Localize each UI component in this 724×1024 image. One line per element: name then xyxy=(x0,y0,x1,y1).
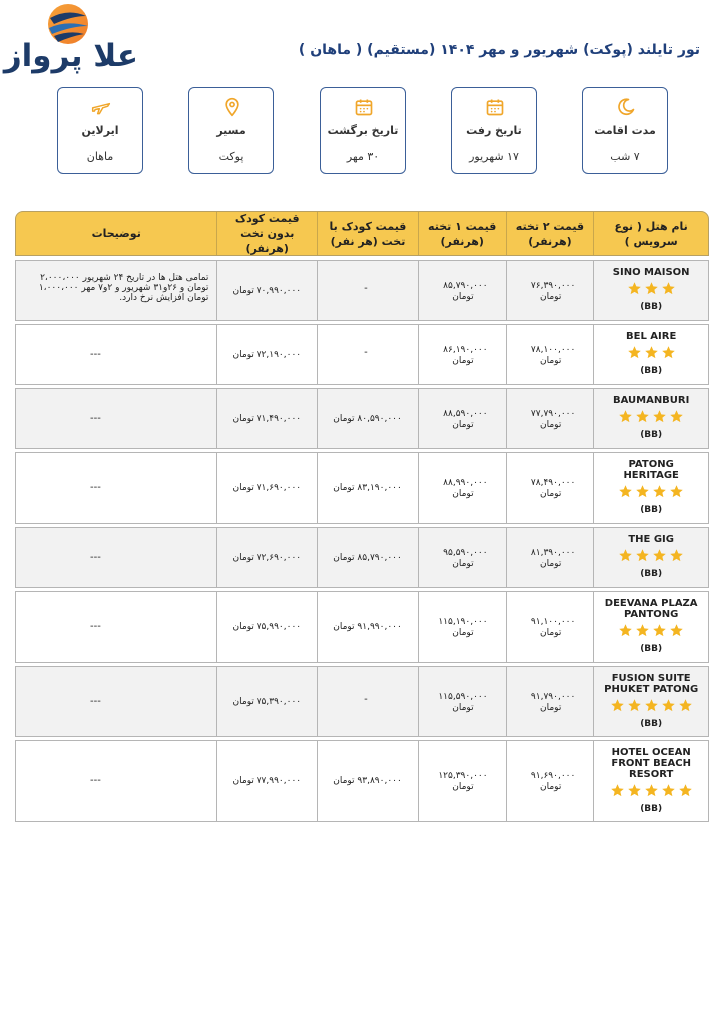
currency-label: تومان xyxy=(540,292,562,302)
currency-label: تومان xyxy=(540,559,562,569)
price-number: ۱۱۵,۱۹۰,۰۰۰ xyxy=(438,617,488,627)
price-value xyxy=(233,414,302,425)
star-icon xyxy=(668,484,685,503)
star-icon xyxy=(677,698,694,717)
airplane-icon xyxy=(91,97,111,117)
hotel-cell xyxy=(593,528,708,587)
currency-label: تومان xyxy=(452,420,474,430)
logo xyxy=(3,2,142,78)
price-value xyxy=(438,771,487,793)
notes-empty: --- xyxy=(90,775,101,786)
empty-value: - xyxy=(364,283,368,294)
table-row xyxy=(15,666,709,737)
notes-cell xyxy=(16,325,216,384)
hotel-name: THE GIG xyxy=(628,534,674,545)
currency-label: تومان xyxy=(232,350,254,360)
star-icon xyxy=(643,783,660,802)
star-rating xyxy=(594,698,708,717)
service-type: (BB) xyxy=(640,302,663,312)
child-bed-price-cell xyxy=(317,528,418,587)
card-value: ۳۰ مهر xyxy=(346,150,380,163)
header-hotel: نام هتل ( نوع سرویس ) xyxy=(593,212,708,255)
double-price-cell xyxy=(506,261,594,320)
price-value xyxy=(531,548,575,570)
calendar-icon xyxy=(485,97,505,117)
star-icon xyxy=(634,409,651,428)
double-price-cell xyxy=(506,453,594,523)
card-value: ۷ شب xyxy=(610,150,640,163)
card-value: پوکت xyxy=(218,150,244,163)
hotel-cell xyxy=(593,389,708,448)
price-number: ۹۱,۶۹۰,۰۰۰ xyxy=(530,771,576,781)
star-icon xyxy=(626,281,643,300)
moon-icon xyxy=(616,97,636,117)
notes-empty: --- xyxy=(90,482,101,493)
notes-empty: --- xyxy=(90,552,101,563)
service-type: (BB) xyxy=(640,430,663,440)
hotel-name: FUSION SUITE PHUKET PATONG xyxy=(604,673,699,695)
double-price-cell xyxy=(506,325,594,384)
price-value xyxy=(443,548,487,570)
price-number: ۷۱,۶۹۰,۰۰۰ xyxy=(256,483,302,493)
price-number: ۸۳,۱۹۰,۰۰۰ xyxy=(357,483,402,493)
currency-label: تومان xyxy=(452,292,474,302)
price-number: ۸۰,۵۹۰,۰۰۰ xyxy=(357,414,402,424)
price-number: ۸۸,۵۹۰,۰۰۰ xyxy=(443,409,488,419)
price-number: ۷۵,۹۹۰,۰۰۰ xyxy=(256,622,302,632)
price-value xyxy=(443,281,487,303)
price-number: ۷۱,۴۹۰,۰۰۰ xyxy=(256,414,302,424)
star-rating xyxy=(594,409,708,428)
single-price-cell xyxy=(418,261,506,320)
page-title: تور تایلند (پوکت) شهریور و مهر ۱۴۰۴ (مستقیم) ( ماهان ) xyxy=(298,42,700,58)
star-icon xyxy=(634,548,651,567)
price-value xyxy=(333,483,402,494)
currency-label: تومان xyxy=(232,622,254,632)
currency-label: تومان xyxy=(452,782,474,792)
notes-cell xyxy=(16,453,216,523)
child-bed-price-cell xyxy=(317,453,418,523)
price-value xyxy=(233,350,302,361)
calendar-icon xyxy=(354,97,374,117)
star-icon xyxy=(668,623,685,642)
price-number: ۷۷,۷۹۰,۰۰۰ xyxy=(530,409,576,419)
star-icon xyxy=(668,409,685,428)
price-number: ۱۲۵,۳۹۰,۰۰۰ xyxy=(438,771,488,781)
card-value: ۱۷ شهریور xyxy=(469,150,519,163)
price-value xyxy=(333,553,402,564)
price-value xyxy=(233,776,302,787)
double-price-cell xyxy=(506,741,594,821)
star-icon xyxy=(660,281,677,300)
info-card-duration xyxy=(582,87,668,174)
star-icon xyxy=(617,409,634,428)
hotel-name: HOTEL OCEAN FRONT BEACH RESORT xyxy=(611,747,691,780)
star-icon xyxy=(617,548,634,567)
notes-cell xyxy=(16,261,216,320)
currency-label: تومان xyxy=(540,489,562,499)
price-number: ۷۷,۹۹۰,۰۰۰ xyxy=(256,776,302,786)
currency-label: تومان xyxy=(333,483,355,493)
hotel-cell xyxy=(593,741,708,821)
price-number: ۱۱۵,۵۹۰,۰۰۰ xyxy=(438,692,488,702)
double-price-cell xyxy=(506,528,594,587)
child-nobed-price-cell xyxy=(216,528,317,587)
star-icon xyxy=(617,484,634,503)
price-value xyxy=(531,345,575,367)
price-number: ۸۵,۷۹۰,۰۰۰ xyxy=(357,553,402,563)
card-label: تاریخ رفت xyxy=(466,124,522,137)
star-icon xyxy=(643,281,660,300)
currency-label: تومان xyxy=(452,489,474,499)
single-price-cell xyxy=(418,667,506,736)
notes-cell xyxy=(16,592,216,662)
child-nobed-price-cell xyxy=(216,389,317,448)
single-price-cell xyxy=(418,325,506,384)
notes-cell xyxy=(16,528,216,587)
card-label: تاریخ برگشت xyxy=(327,124,399,137)
currency-label: تومان xyxy=(333,776,355,786)
notes-cell xyxy=(16,741,216,821)
price-number: ۷۸,۱۰۰,۰۰۰ xyxy=(530,345,576,355)
hotel-name: DEEVANA PLAZA PANTONG xyxy=(604,598,698,620)
star-icon xyxy=(626,698,643,717)
table-header xyxy=(15,211,709,256)
star-icon xyxy=(634,623,651,642)
double-price-cell xyxy=(506,667,594,736)
price-value xyxy=(233,286,302,297)
info-card-departure xyxy=(451,87,537,174)
table-row xyxy=(15,740,709,822)
child-nobed-price-cell xyxy=(216,453,317,523)
price-number: ۹۱,۹۹۰,۰۰۰ xyxy=(357,622,402,632)
header-notes: توضیحات xyxy=(91,227,141,240)
price-value xyxy=(531,692,575,714)
child-nobed-price-cell xyxy=(216,667,317,736)
currency-label: تومان xyxy=(452,559,474,569)
price-number: ۷۵,۳۹۰,۰۰۰ xyxy=(256,697,302,707)
hotel-cell xyxy=(593,261,708,320)
price-number: ۷۶,۳۹۰,۰۰۰ xyxy=(530,281,576,291)
double-price-cell xyxy=(506,389,594,448)
notes-empty: --- xyxy=(90,696,101,707)
price-number: ۹۱,۱۰۰,۰۰۰ xyxy=(530,617,576,627)
hotel-name: BAUMANBURI xyxy=(612,395,690,406)
card-label: مدت اقامت xyxy=(594,124,656,137)
star-rating xyxy=(594,623,708,642)
price-number: ۷۲,۶۹۰,۰۰۰ xyxy=(256,553,302,563)
price-number: ۷۸,۴۹۰,۰۰۰ xyxy=(530,478,576,488)
notes-empty: --- xyxy=(90,621,101,632)
notes-empty: --- xyxy=(90,413,101,424)
table-row xyxy=(15,324,709,385)
currency-label: تومان xyxy=(540,703,562,713)
hotel-cell xyxy=(593,453,708,523)
header-single: قیمت ۱ تخته (هرنفر) xyxy=(418,212,506,255)
single-price-cell xyxy=(418,741,506,821)
price-value xyxy=(438,692,487,714)
currency-label: تومان xyxy=(333,622,355,632)
hotel-name: SINO MAISON xyxy=(612,267,690,278)
service-type: (BB) xyxy=(640,366,663,376)
currency-label: تومان xyxy=(232,286,254,296)
info-card-return xyxy=(320,87,406,174)
currency-label: تومان xyxy=(452,356,474,366)
currency-label: تومان xyxy=(540,356,562,366)
hotel-cell xyxy=(593,325,708,384)
price-value xyxy=(333,414,402,425)
card-value: ماهان xyxy=(86,150,114,163)
child-nobed-price-cell xyxy=(216,741,317,821)
price-number: ۹۳,۸۹۰,۰۰۰ xyxy=(357,776,402,786)
price-number: ۸۶,۱۹۰,۰۰۰ xyxy=(443,345,488,355)
child-bed-price-cell xyxy=(317,261,418,320)
child-bed-price-cell xyxy=(317,592,418,662)
currency-label: تومان xyxy=(333,414,355,424)
notes-cell xyxy=(16,389,216,448)
price-number: ۸۵,۷۹۰,۰۰۰ xyxy=(443,281,488,291)
single-price-cell xyxy=(418,453,506,523)
currency-label: تومان xyxy=(540,420,562,430)
star-icon xyxy=(626,345,643,364)
price-value xyxy=(233,553,302,564)
currency-label: تومان xyxy=(540,782,562,792)
star-rating xyxy=(594,345,708,364)
currency-label: تومان xyxy=(232,553,254,563)
child-nobed-price-cell xyxy=(216,592,317,662)
star-icon xyxy=(609,698,626,717)
star-icon xyxy=(651,548,668,567)
currency-label: تومان xyxy=(452,703,474,713)
price-number: ۹۵,۵۹۰,۰۰۰ xyxy=(443,548,488,558)
service-type: (BB) xyxy=(640,719,663,729)
price-number: ۷۲,۱۹۰,۰۰۰ xyxy=(256,350,302,360)
hotel-cell xyxy=(593,667,708,736)
star-icon xyxy=(651,623,668,642)
currency-label: تومان xyxy=(232,414,254,424)
currency-label: تومان xyxy=(232,776,254,786)
star-icon xyxy=(651,484,668,503)
price-value xyxy=(443,409,487,431)
price-value xyxy=(531,617,575,639)
empty-value: - xyxy=(364,694,368,705)
star-icon xyxy=(634,484,651,503)
service-type: (BB) xyxy=(640,644,663,654)
hotel-cell xyxy=(593,592,708,662)
price-value xyxy=(233,697,302,708)
star-icon xyxy=(643,698,660,717)
price-value xyxy=(443,345,487,367)
table-row xyxy=(15,452,709,524)
star-icon xyxy=(677,783,694,802)
empty-value: - xyxy=(364,347,368,358)
single-price-cell xyxy=(418,389,506,448)
price-value xyxy=(531,771,575,793)
star-rating xyxy=(594,783,708,802)
currency-label: تومان xyxy=(232,483,254,493)
service-type: (BB) xyxy=(640,569,663,579)
info-card-route xyxy=(188,87,274,174)
child-nobed-price-cell xyxy=(216,325,317,384)
service-type: (BB) xyxy=(640,505,663,515)
star-rating xyxy=(594,548,708,567)
header-child-bed: قیمت کودک با تخت (هر نفر) xyxy=(317,212,418,255)
price-value xyxy=(233,483,302,494)
currency-label: تومان xyxy=(232,697,254,707)
brand-name: علا پرواز xyxy=(3,38,138,74)
star-icon xyxy=(660,783,677,802)
price-value xyxy=(531,478,575,500)
star-icon xyxy=(609,783,626,802)
price-number: ۸۸,۹۹۰,۰۰۰ xyxy=(443,478,488,488)
double-price-cell xyxy=(506,592,594,662)
price-value xyxy=(443,478,487,500)
price-value xyxy=(531,281,575,303)
table-row xyxy=(15,591,709,663)
star-icon xyxy=(626,783,643,802)
star-icon xyxy=(668,548,685,567)
star-icon xyxy=(651,409,668,428)
notes-cell xyxy=(16,667,216,736)
child-bed-price-cell xyxy=(317,667,418,736)
card-label: مسیر xyxy=(216,124,246,137)
info-card-airline xyxy=(57,87,143,174)
table-row xyxy=(15,527,709,588)
star-icon xyxy=(643,345,660,364)
price-value xyxy=(531,409,575,431)
price-table xyxy=(15,211,709,256)
price-number: ۸۱,۳۹۰,۰۰۰ xyxy=(530,548,576,558)
price-number: ۹۱,۷۹۰,۰۰۰ xyxy=(530,692,576,702)
hotel-name: PATONG HERITAGE xyxy=(623,459,679,481)
star-icon xyxy=(617,623,634,642)
price-number: ۷۰,۹۹۰,۰۰۰ xyxy=(256,286,302,296)
child-bed-price-cell xyxy=(317,741,418,821)
child-bed-price-cell xyxy=(317,389,418,448)
header-double: قیمت ۲ تخته (هرنفر) xyxy=(506,212,594,255)
notes-text: تمامی هتل ها در تاریخ ۲۴ شهریور ۲،۰۰۰،۰۰۰ تومان و ۲۶و۳۱ شهریور و ۲و۷ مهر ۱،۰۰۰،۰۰۰ تومان افزایش نرخ دارد. xyxy=(38,273,209,303)
single-price-cell xyxy=(418,528,506,587)
price-value xyxy=(438,617,487,639)
single-price-cell xyxy=(418,592,506,662)
currency-label: تومان xyxy=(452,628,474,638)
price-value xyxy=(233,622,302,633)
header-child-nobed: قیمت کودک بدون تخت (هرنفر) xyxy=(216,212,317,255)
card-label: ایرلاین xyxy=(81,124,119,137)
location-pin-icon xyxy=(222,97,242,117)
notes-empty: --- xyxy=(90,349,101,360)
child-bed-price-cell xyxy=(317,325,418,384)
star-rating xyxy=(594,484,708,503)
star-icon xyxy=(660,698,677,717)
price-value xyxy=(333,622,402,633)
currency-label: تومان xyxy=(540,628,562,638)
child-nobed-price-cell xyxy=(216,261,317,320)
star-rating xyxy=(594,281,708,300)
table-row xyxy=(15,388,709,449)
price-value xyxy=(333,776,402,787)
currency-label: تومان xyxy=(333,553,355,563)
service-type: (BB) xyxy=(640,804,663,814)
hotel-name: BEL AIRE xyxy=(626,331,677,342)
table-row xyxy=(15,260,709,321)
star-icon xyxy=(660,345,677,364)
